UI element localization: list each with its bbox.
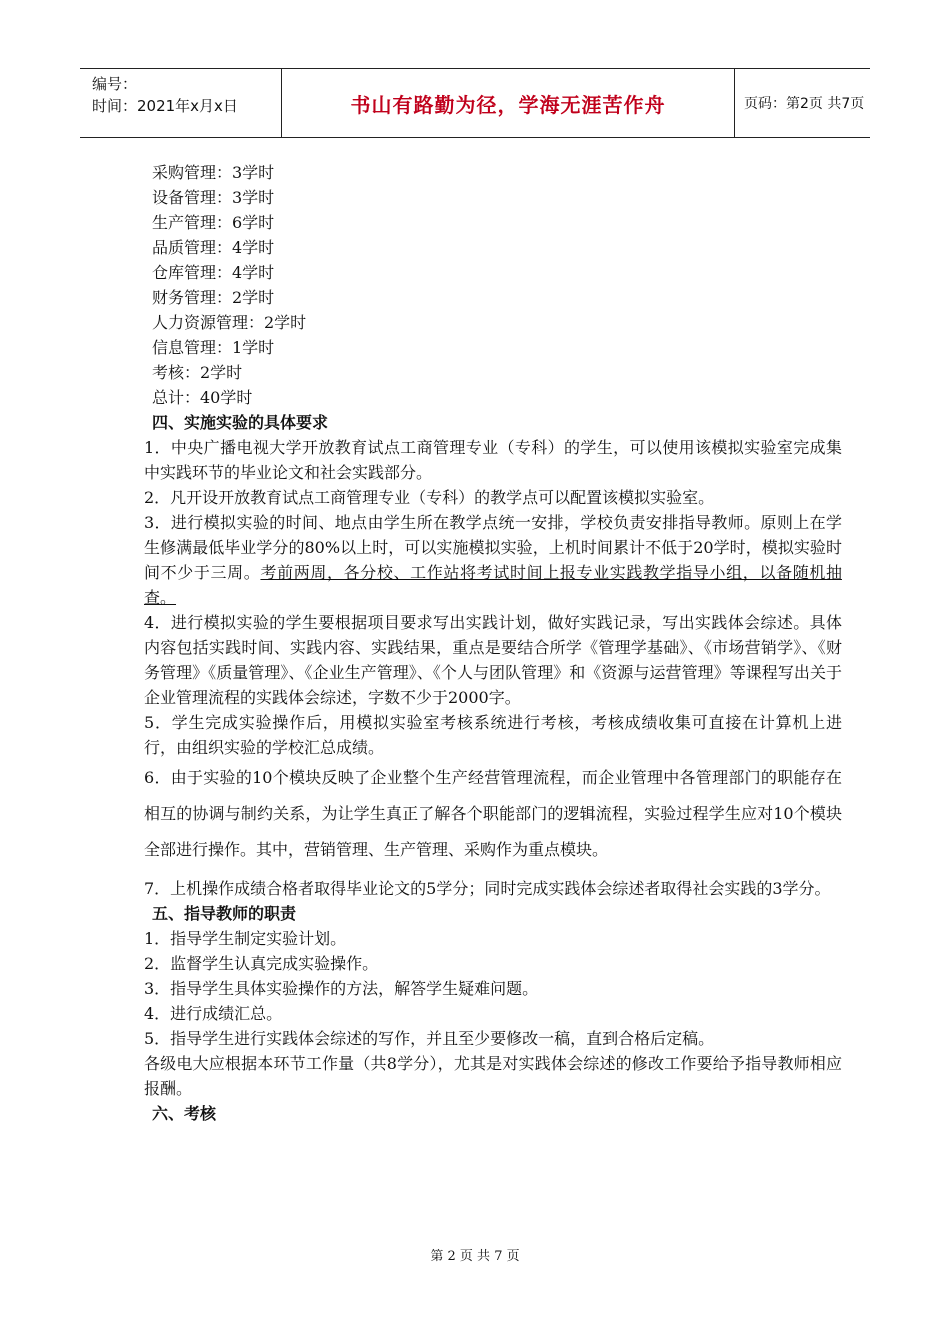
document-date-label: 时间：2021年x月x日 bbox=[92, 97, 238, 115]
hours-item: 人力资源管理：2学时 bbox=[152, 313, 307, 332]
page-footer: 第 2 页 共 7 页 bbox=[430, 1249, 520, 1264]
hours-item: 设备管理：3学时 bbox=[152, 188, 275, 207]
document-number-label: 编号： bbox=[92, 75, 138, 93]
header-meta bbox=[80, 69, 282, 137]
section-heading-6: 六、考核 bbox=[152, 1104, 217, 1123]
section5-item: 3．指导学生具体实验操作的方法，解答学生疑难问题。 bbox=[144, 979, 539, 998]
section5-item: 2．监督学生认真完成实验操作。 bbox=[144, 954, 379, 973]
section4-item-text: 3．进行模拟实验的时间、地点由学生所在教学点统一安排，学校负责安排指导教师。原则上在学生修满最低毕业学分的80%以上时，可以实施模拟实验，上机时间累计不低于20学时，模拟实验时间不少于三周。 bbox=[144, 513, 842, 582]
section-heading-5: 五、指导教师的职责 bbox=[152, 904, 297, 923]
section4-item: 5．学生完成实验操作后，用模拟实验室考核系统进行考核，考核成绩收集可直接在计算机上进行，由组织实验的学校汇总成绩。 bbox=[144, 713, 842, 757]
page-header bbox=[80, 68, 870, 138]
section4-item bbox=[112, 510, 842, 610]
hours-item: 品质管理：4学时 bbox=[152, 238, 275, 257]
section-heading-4: 四、实施实验的具体要求 bbox=[152, 413, 329, 432]
hours-item: 总计：40学时 bbox=[152, 388, 253, 407]
header-motto-cell bbox=[282, 69, 735, 137]
section4-item: 7．上机操作成绩合格者取得毕业论文的5学分；同时完成实践体会综述者取得社会实践的3学分。 bbox=[144, 879, 831, 898]
document-body bbox=[112, 160, 842, 1126]
section4-item: 6．由于实验的10个模块反映了企业整个生产经营管理流程，而企业管理中各管理部门的职能存在相互的协调与制约关系，为让学生真正了解各个职能部门的逻辑流程，实验过程学生应对10个模块全部进行操作。其中，营销管理、生产管理、采购作为重点模块。 bbox=[144, 768, 842, 859]
section5-item: 1．指导学生制定实验计划。 bbox=[144, 929, 347, 948]
hours-item: 仓库管理：4学时 bbox=[152, 263, 275, 282]
hours-list bbox=[112, 160, 842, 410]
header-page-cell bbox=[734, 69, 870, 137]
hours-item: 信息管理：1学时 bbox=[152, 338, 275, 357]
section5-item: 4．进行成绩汇总。 bbox=[144, 1004, 283, 1023]
section4-item-underlined: 考前两周，各分校、工作站将考试时间上报专业实践教学指导小组，以备随机抽查。 bbox=[144, 563, 842, 607]
spacer bbox=[112, 868, 842, 876]
section4-item: 1．中央广播电视大学开放教育试点工商管理专业（专科）的学生，可以使用该模拟实验室完成集中实践环节的毕业论文和社会实践部分。 bbox=[144, 438, 842, 482]
hours-item: 采购管理：3学时 bbox=[152, 163, 275, 182]
section5-note: 各级电大应根据本环节工作量（共8学分），尤其是对实践体会综述的修改工作要给予指导教师相应报酬。 bbox=[144, 1054, 842, 1098]
section4-item: 2．凡开设开放教育试点工商管理专业（专科）的教学点可以配置该模拟实验室。 bbox=[144, 488, 715, 507]
header-page-label: 页码：第2页 共7页 bbox=[744, 96, 865, 112]
hours-item: 财务管理：2学时 bbox=[152, 288, 275, 307]
section4-item: 4．进行模拟实验的学生要根据项目要求写出实践计划，做好实践记录，写出实践体会综述。具体内容包括实践时间、实践内容、实践结果，重点是要结合所学《管理学基础》、《市场营销学》、《财务管理》《质量管理》、《企业生产管理》、《个人与团队管理》和《资源与运营管理》等课程写出关于企业管理流程的实践体会综述，字数不少于2000字。 bbox=[144, 613, 842, 707]
section5-item: 5．指导学生进行实践体会综述的写作，并且至少要修改一稿，直到合格后定稿。 bbox=[144, 1029, 715, 1048]
header-motto: 书山有路勤为径，学海无涯苦作舟 bbox=[350, 92, 666, 117]
hours-item: 考核：2学时 bbox=[152, 363, 243, 382]
hours-item: 生产管理：6学时 bbox=[152, 213, 275, 232]
